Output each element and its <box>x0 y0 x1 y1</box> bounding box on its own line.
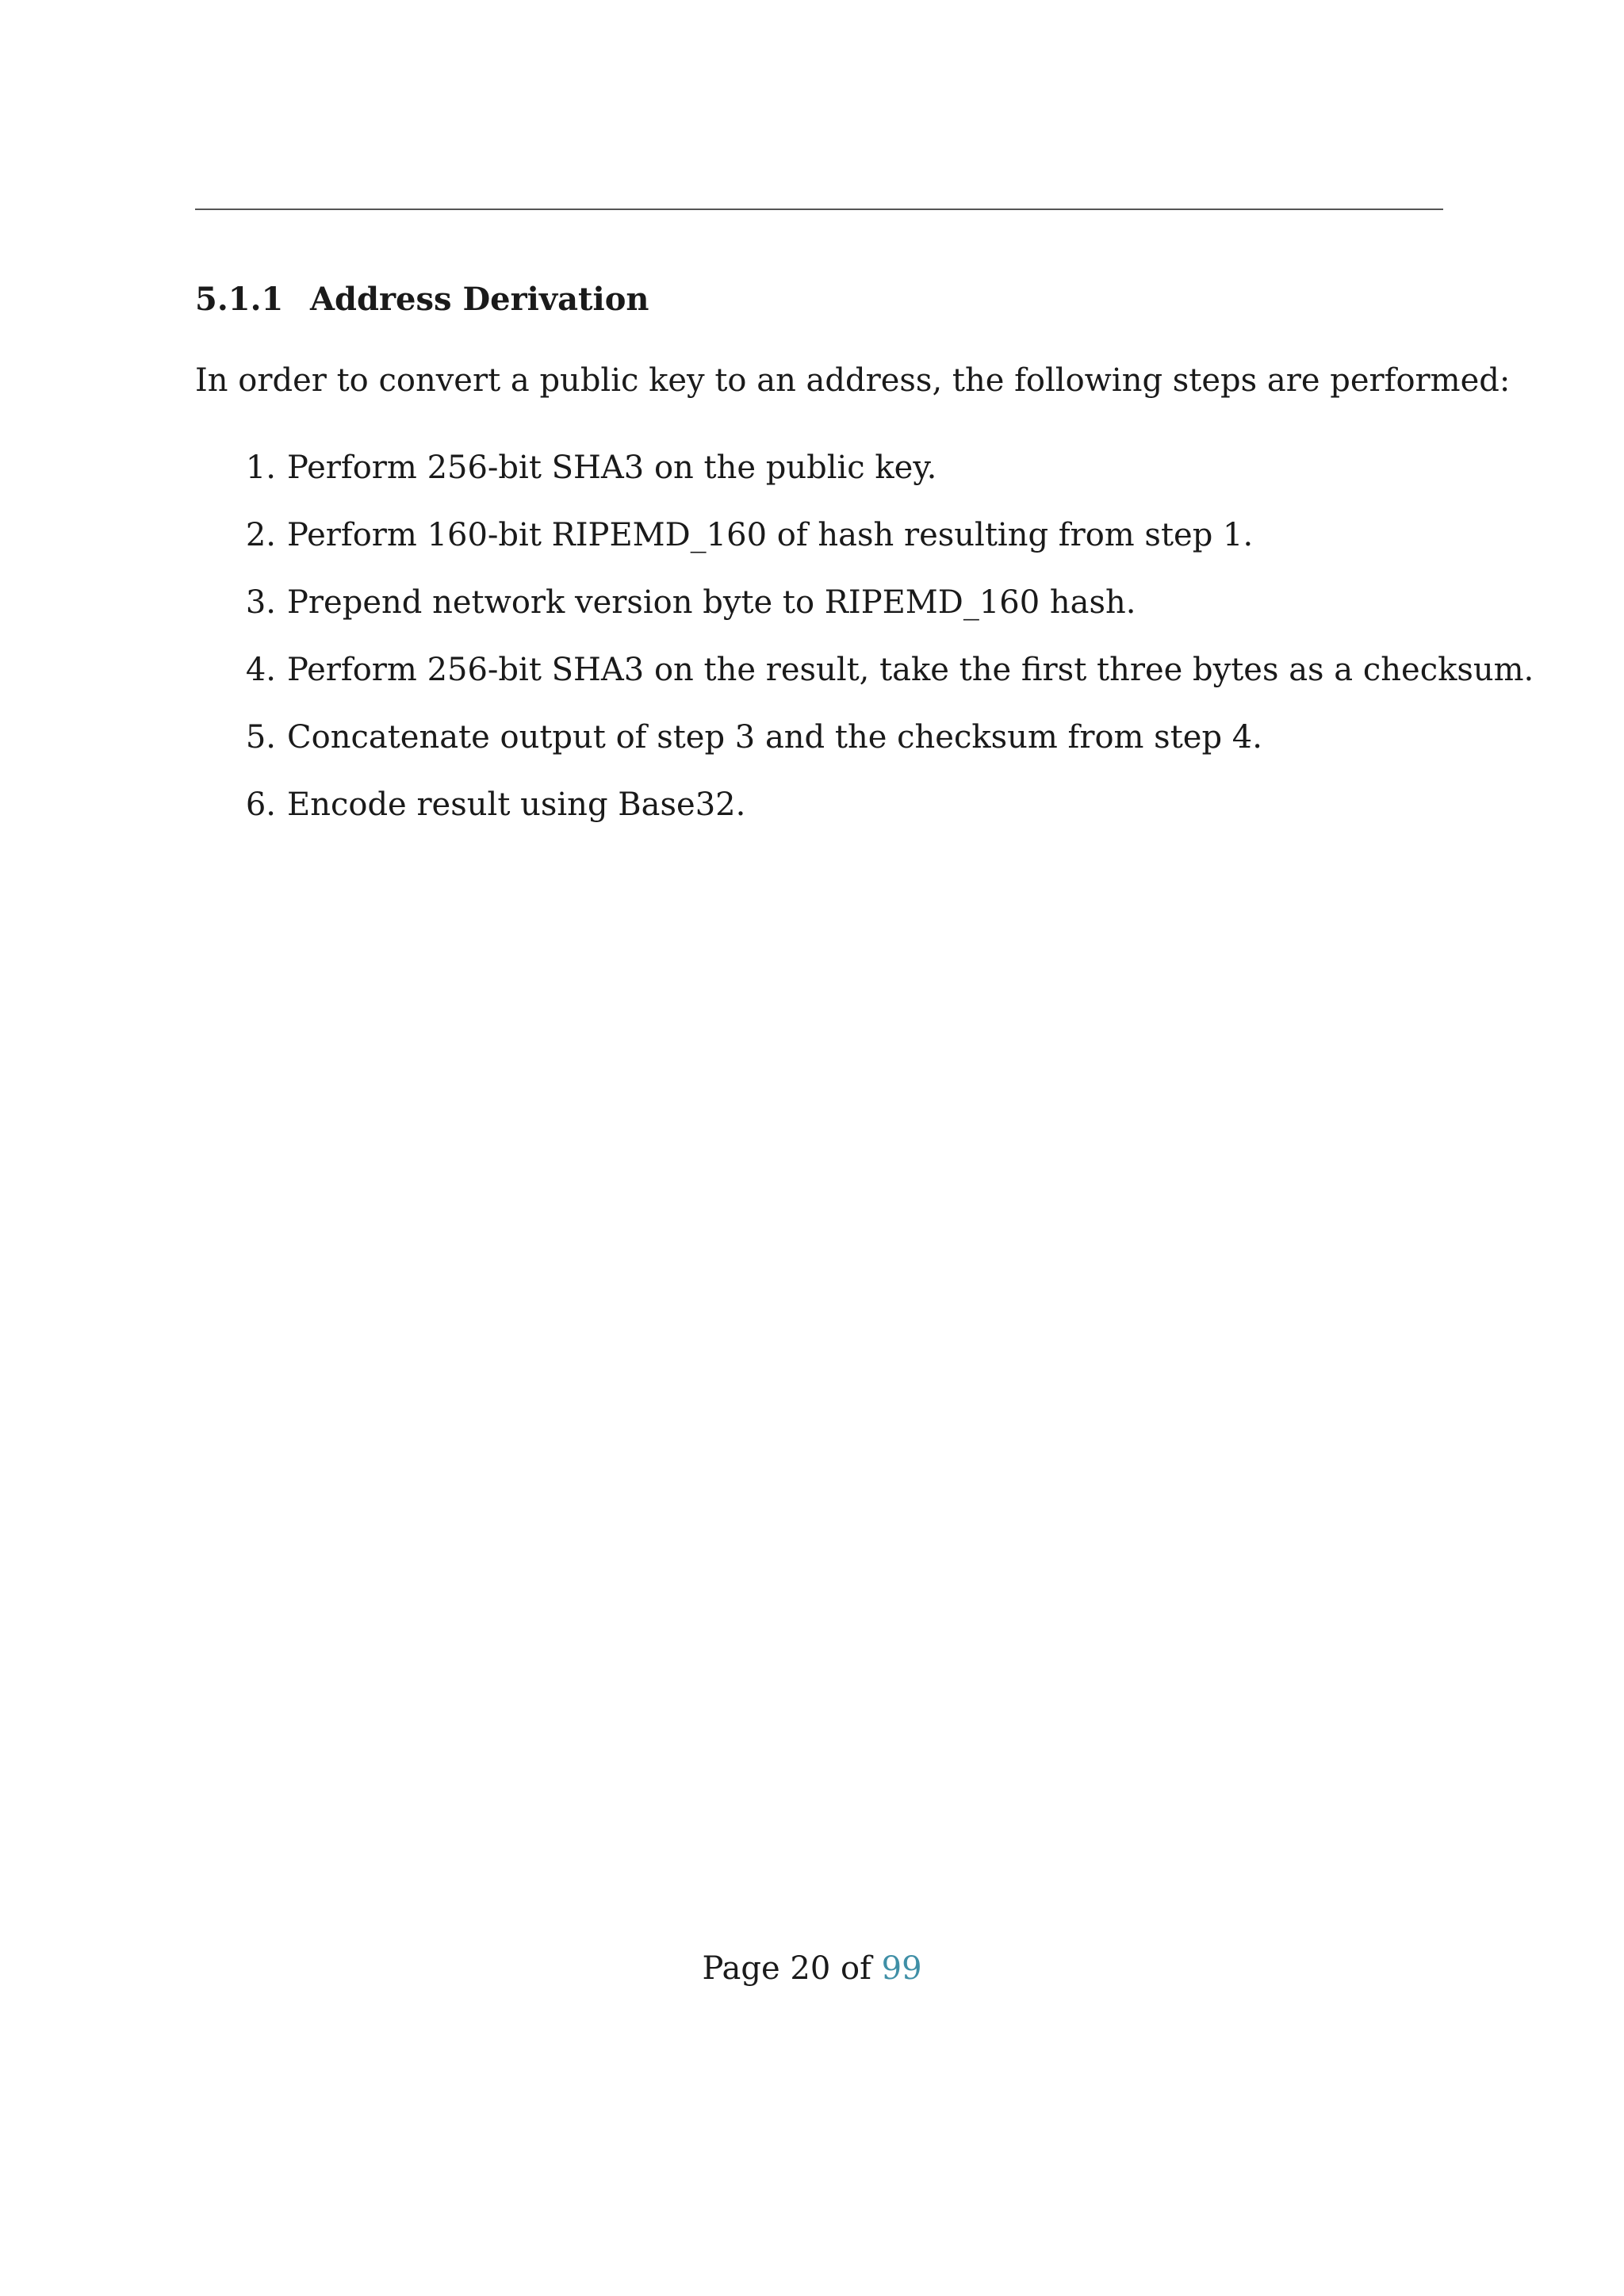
page-label: Page <box>702 1950 780 1987</box>
step-number: 1. <box>245 450 276 486</box>
section-heading <box>195 277 649 322</box>
list-item <box>195 648 1534 715</box>
list-item <box>195 715 1534 783</box>
section-number: 5.1.1 <box>195 281 284 318</box>
step-text: Perform 256-bit SHA3 on the public key. <box>287 450 937 486</box>
step-text: Encode result using Base32. <box>287 786 746 823</box>
list-item <box>195 580 1534 648</box>
current-page-number: 20 <box>790 1950 831 1987</box>
step-number: 2. <box>245 517 276 553</box>
list-item <box>195 513 1534 580</box>
step-number: 5. <box>245 719 276 756</box>
step-number: 6. <box>245 786 276 823</box>
of-label: of <box>841 1950 871 1987</box>
step-text: Prepend network version byte to RIPEMD_160 hash. <box>287 584 1136 621</box>
intro-paragraph: In order to convert a public key to an address, the following steps are performed: <box>195 362 1511 399</box>
step-number: 4. <box>245 652 276 688</box>
step-text: Concatenate output of step 3 and the checksum from step 4. <box>287 719 1262 756</box>
list-item <box>195 446 1534 513</box>
page-footer <box>0 1946 1624 1991</box>
total-pages-link[interactable]: 99 <box>881 1950 922 1987</box>
section-title: Address Derivation <box>310 281 649 318</box>
header-rule <box>195 209 1443 210</box>
steps-list <box>195 446 1534 850</box>
step-text: Perform 256-bit SHA3 on the result, take the first three bytes as a checksum. <box>287 652 1534 688</box>
step-text: Perform 160-bit RIPEMD_160 of hash resulting from step 1. <box>287 517 1254 553</box>
list-item <box>195 783 1534 850</box>
step-number: 3. <box>245 584 276 621</box>
